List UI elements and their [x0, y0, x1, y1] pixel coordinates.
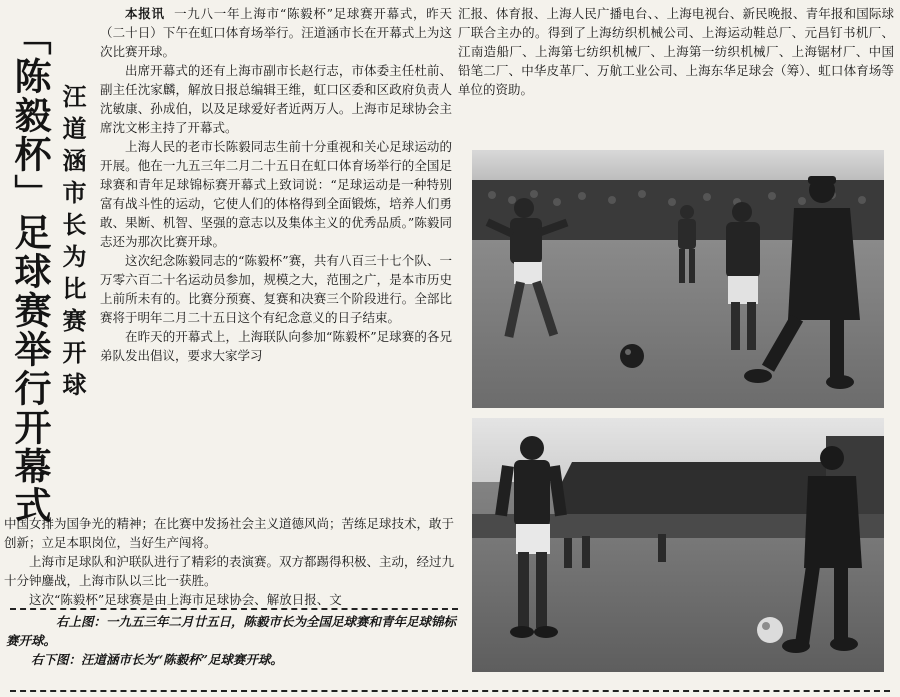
caption-bottom-photo: 右下图：汪道涵市长为“陈毅杯”足球赛开球。 [31, 652, 283, 667]
paragraph-1-text: 一九八一年上海市“陈毅杯”足球赛开幕式，昨天（二十日）下午在虹口体育场举行。汪道涵市长在开幕式上为这次比赛开球。 [100, 6, 452, 59]
caption-divider [10, 608, 458, 610]
paragraph-col2: 汇报、体育报、上海人民广播电台、、上海电视台、新民晚报、青年报和国际球厂联合主办的。得到了上海纺织机械公司、上海运动鞋总厂、元昌钉书机厂、江南造船厂、上海第七纺织机械厂、上海第一纺织机械厂、上海锯材厂、中国铅笔二厂、中华皮革厂、万航工业公司、上海东华足球会（筹）、虹口体育场等单位的资助。 [458, 6, 894, 97]
paragraph-1 [100, 4, 452, 61]
paragraph-5b: 中国女排为国争光的精神；在比赛中发扬社会主义道德风尚；苦练足球技术，敢于创新；立足本职岗位，当好生产闯将。 [4, 516, 455, 550]
paragraph-6: 上海市足球队和沪联队进行了精彩的表演赛。双方都踢得积极、主动，经过九十分钟鏖战，上海市队以三比一获胜。 [4, 554, 455, 588]
headline: 「陈毅杯」足球赛举行开幕式 [8, 18, 51, 525]
photo-top-1953-kickoff [472, 150, 884, 408]
paragraph-4: 这次纪念陈毅同志的“陈毅杯”赛，共有八百三十七个队、一万零六百二十名运动员参加，规模之大，范围之广，是本市历史上前所未有的。比赛分预赛、复赛和决赛三个阶段进行。全部比赛将于明年二月二十五日这个有纪念意义的日子结束。 [100, 253, 452, 325]
article-column-1 [100, 4, 452, 365]
caption-top-photo: 右上图：一九五三年二月廿五日，陈毅市长为全国足球赛和青年足球锦标赛开球。 [6, 614, 457, 648]
photo-captions [6, 612, 458, 669]
bottom-divider [10, 690, 890, 692]
dateline: 本报讯 [125, 6, 165, 21]
subheadline: 汪道涵市长为比赛开球 [58, 84, 86, 404]
photo-bottom-1981-kickoff [472, 418, 884, 672]
paragraph-3: 上海人民的老市长陈毅同志生前十分重视和关心足球运动的开展。他在一九五三年二月二十五日在虹口体育场举行的全国足球赛和青年足球锦标赛开幕式上致词说：“足球运动是一种特别富有战斗性的运动，它使人们的体格得到全面锻炼，培养人们勇敢、果断、机智、坚强的意志以及集体主义的优秀品质。”陈毅同志还为那次比赛开球。 [100, 139, 452, 249]
article-column-1-wide [4, 514, 454, 609]
paragraph-7: 这次“陈毅杯”足球赛是由上海市足球协会、解放日报、文 [29, 592, 342, 607]
article-column-2 [458, 4, 894, 99]
paragraph-5a: 在昨天的开幕式上，上海联队向参加“陈毅杯”足球赛的各兄弟队发出倡议，要求大家学习 [100, 329, 452, 363]
paragraph-2: 出席开幕式的还有上海市副市长赵行志，市体委主任杜前、副主任沈家麟，解放日报总编辑王维，虹口区委和区政府负责人沈敏康、孙成伯，以及足球爱好者近两万人。上海市足球协会主席沈文彬主持了开幕式。 [100, 63, 452, 135]
